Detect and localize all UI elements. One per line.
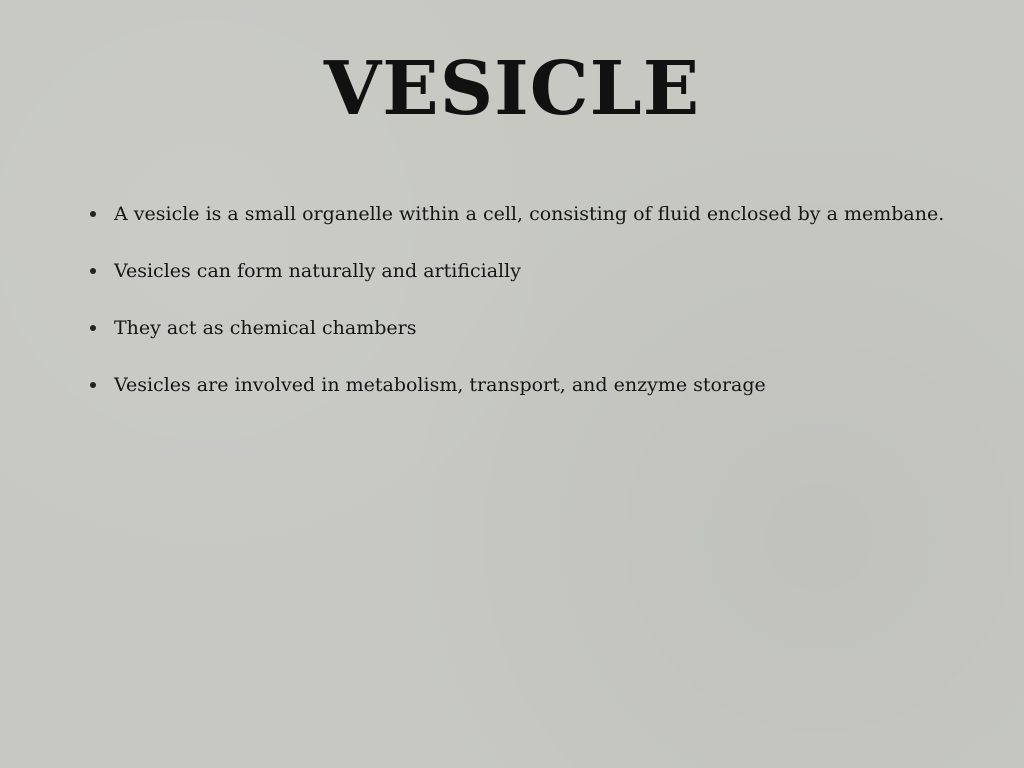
bullet-text: Vesicles are involved in metabolism, transport, and enzyme storage — [114, 374, 766, 396]
bullet-item — [88, 369, 1008, 426]
bullet-item — [88, 312, 1008, 369]
slide-title: VESICLE — [323, 46, 701, 132]
bullet-dot-icon — [90, 382, 96, 388]
bullet-list — [88, 198, 1008, 426]
bullet-item — [88, 198, 1008, 255]
bullet-text: They act as chemical chambers — [114, 317, 417, 339]
bullet-item — [88, 255, 1008, 312]
bullet-text: A vesicle is a small organelle within a cell, consisting of fluid enclosed by a membane. — [114, 203, 945, 225]
bullet-text: Vesicles can form naturally and artificially — [114, 260, 521, 282]
bullet-dot-icon — [90, 325, 96, 331]
bullet-dot-icon — [90, 211, 96, 217]
bullet-dot-icon — [90, 268, 96, 274]
